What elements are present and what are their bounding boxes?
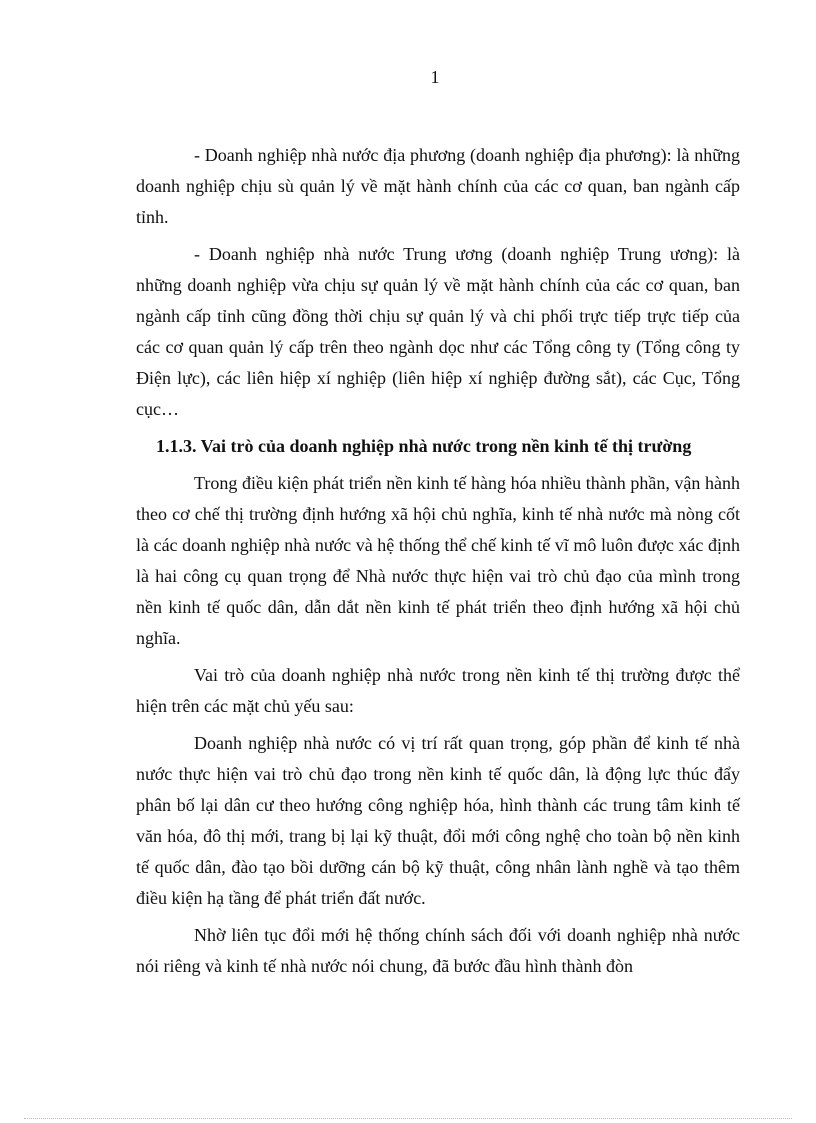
paragraph-policy-renewal: Nhờ liên tục đổi mới hệ thống chính sách đối với doanh nghiệp nhà nước nói riêng và kinh tế nhà nước nói chung, đã bước đầu hình thành đòn bbox=[136, 925, 740, 976]
section-heading: 1.1.3. Vai trò của doanh nghiệp nhà nước trong nền kinh tế thị trường bbox=[156, 436, 692, 456]
paragraph-role-intro: Vai trò của doanh nghiệp nhà nước trong nền kinh tế thị trường được thể hiện trên các mặt chủ yếu sau: bbox=[136, 665, 740, 716]
page-bottom-divider bbox=[24, 1118, 792, 1119]
paragraph-development-conditions: Trong điều kiện phát triển nền kinh tế hàng hóa nhiều thành phần, vận hành theo cơ chế thị trường định hướng xã hội chủ nghĩa, kinh tế nhà nước mà nòng cốt là các doanh nghiệp nhà nước và hệ thống thể chế kinh tế vĩ mô luôn được xác định là hai công cụ quan trọng để Nhà nước thực hiện vai trò chủ đạo của mình trong nền kinh tế quốc dân, dẫn dắt nền kinh tế phát triển theo định hướng xã hội chủ nghĩa. bbox=[136, 473, 740, 648]
paragraph-local-enterprise: - Doanh nghiệp nhà nước địa phương (doanh nghiệp địa phương): là những doanh nghiệp chịu sù quản lý về mặt hành chính của các cơ quan, ban ngành cấp tỉnh. bbox=[136, 145, 740, 227]
paragraph-central-enterprise: - Doanh nghiệp nhà nước Trung ương (doanh nghiệp Trung ương): là những doanh nghiệp vừa chịu sự quản lý về mặt hành chính của các cơ quan, ban ngành cấp tỉnh cũng đồng thời chịu sự quản lý và chi phối trực tiếp trực tiếp của các cơ quan quản lý cấp trên theo ngành dọc như các Tổng công ty (Tổng công ty Điện lực), các liên hiệp xí nghiệp (liên hiệp xí nghiệp đường sắt), các Cục, Tổng cục… bbox=[136, 244, 740, 419]
paragraph-important-position: Doanh nghiệp nhà nước có vị trí rất quan trọng, góp phần để kinh tế nhà nước thực hiện vai trò chủ đạo trong nền kinh tế quốc dân, là động lực thúc đẩy phân bố lại dân cư theo hướng công nghiệp hóa, hình thành các trung tâm kinh tế văn hóa, đô thị mới, trang bị lại kỹ thuật, đổi mới công nghệ cho toàn bộ nền kinh tế quốc dân, đào tạo bồi dưỡng cán bộ kỹ thuật, công nhân lành nghề và tạo thêm điều kiện hạ tầng để phát triển đất nước. bbox=[136, 733, 740, 908]
document-body bbox=[136, 140, 740, 988]
page-number: 1 bbox=[430, 67, 440, 87]
